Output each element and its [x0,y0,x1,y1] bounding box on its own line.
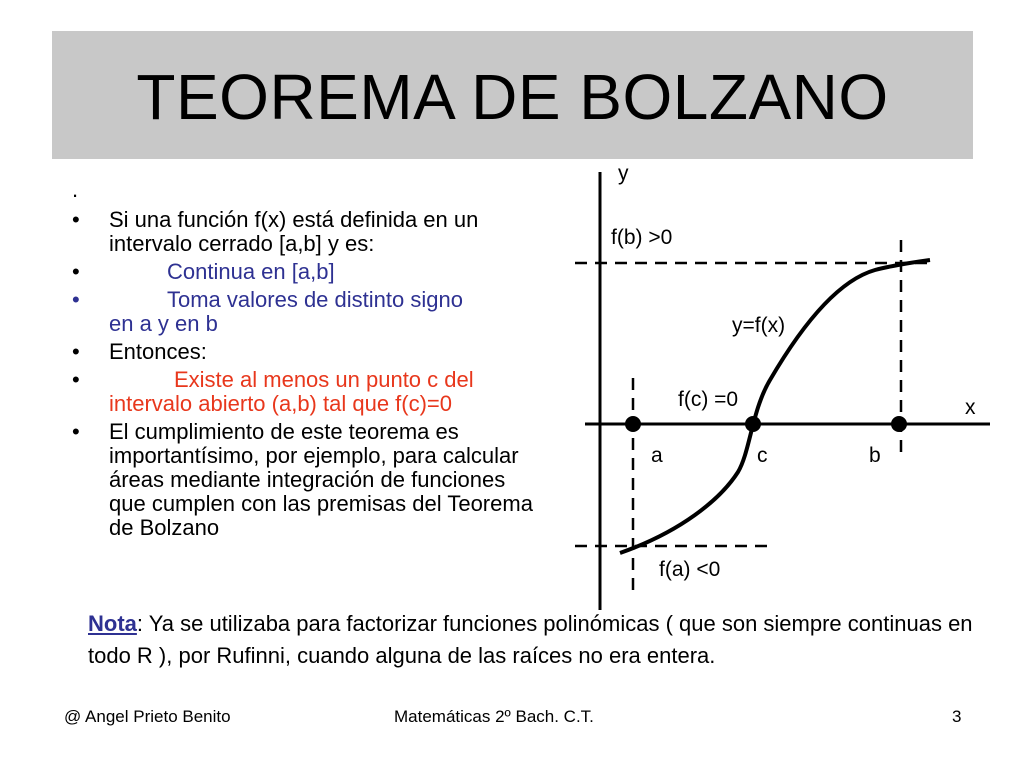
bullet-marker: • [72,339,80,364]
footer-page-number: 3 [952,707,962,726]
point-a-marker [625,416,641,432]
x-axis-label: x [965,396,976,419]
point-b-label: b [869,444,881,467]
bullet-then [72,340,542,364]
footer-course: Matemáticas 2º Bach. C.T. [394,707,594,726]
title-band [52,31,973,159]
bullet-importance-text: El cumplimiento de este teorema es importantísimo, por ejemplo, para calcular áreas mediante integración de funciones que cumplen con las premisas del Teorema de Bolzano [109,419,533,540]
function-curve [620,260,930,553]
point-b-marker [891,416,907,432]
fc-label: f(c) =0 [678,388,739,411]
bullet-marker: • [72,259,80,284]
footer-author: @ Angel Prieto Benito [64,707,231,726]
point-a-label: a [651,444,663,467]
y-axis-label: y [618,162,629,185]
curve-label: y=f(x) [732,314,786,337]
slide-title: TEOREMA DE BOLZANO [136,61,889,133]
bullet-conclusion-line2: intervalo abierto (a,b) tal que f(c)=0 [109,391,453,416]
bullet-definition [72,208,542,256]
fa-label: f(a) <0 [659,558,721,581]
bullet-sign-change-line1: Toma valores de distinto signo [167,287,463,312]
point-c-label: c [757,444,768,467]
note-text: : Ya se utilizaba para factorizar funciones polinómicas ( que son siempre continuas en todo R ), por Rufinni, cuando alguna de las raíces no era entera. [88,611,973,668]
bullet-marker: • [72,287,80,312]
bullet-conclusion [72,368,542,416]
point-c-marker [745,416,761,432]
bullet-conclusion-line1: Existe al menos un punto c del [174,367,474,392]
bullet-sign-change-line2: en a y en b [109,311,218,336]
bullet-continuous-text: Continua en [a,b] [167,259,335,284]
bullet-definition-text: Si una función f(x) está definida en un intervalo cerrado [a,b] y es: [109,207,479,256]
bullet-marker: • [72,207,80,232]
dot-marker: . [72,177,79,202]
bullet-marker: • [72,367,80,392]
bullet-sign-change [72,288,542,336]
bullet-dot [72,178,542,202]
note-paragraph [88,608,998,672]
bolzano-diagram [560,160,1000,610]
bullet-list [72,178,542,546]
bullet-importance [72,420,542,540]
bullet-marker: • [72,419,80,444]
bullet-continuous [72,260,542,284]
fb-label: f(b) >0 [611,226,673,249]
bullet-then-text: Entonces: [109,339,207,364]
note-label: Nota [88,611,137,636]
